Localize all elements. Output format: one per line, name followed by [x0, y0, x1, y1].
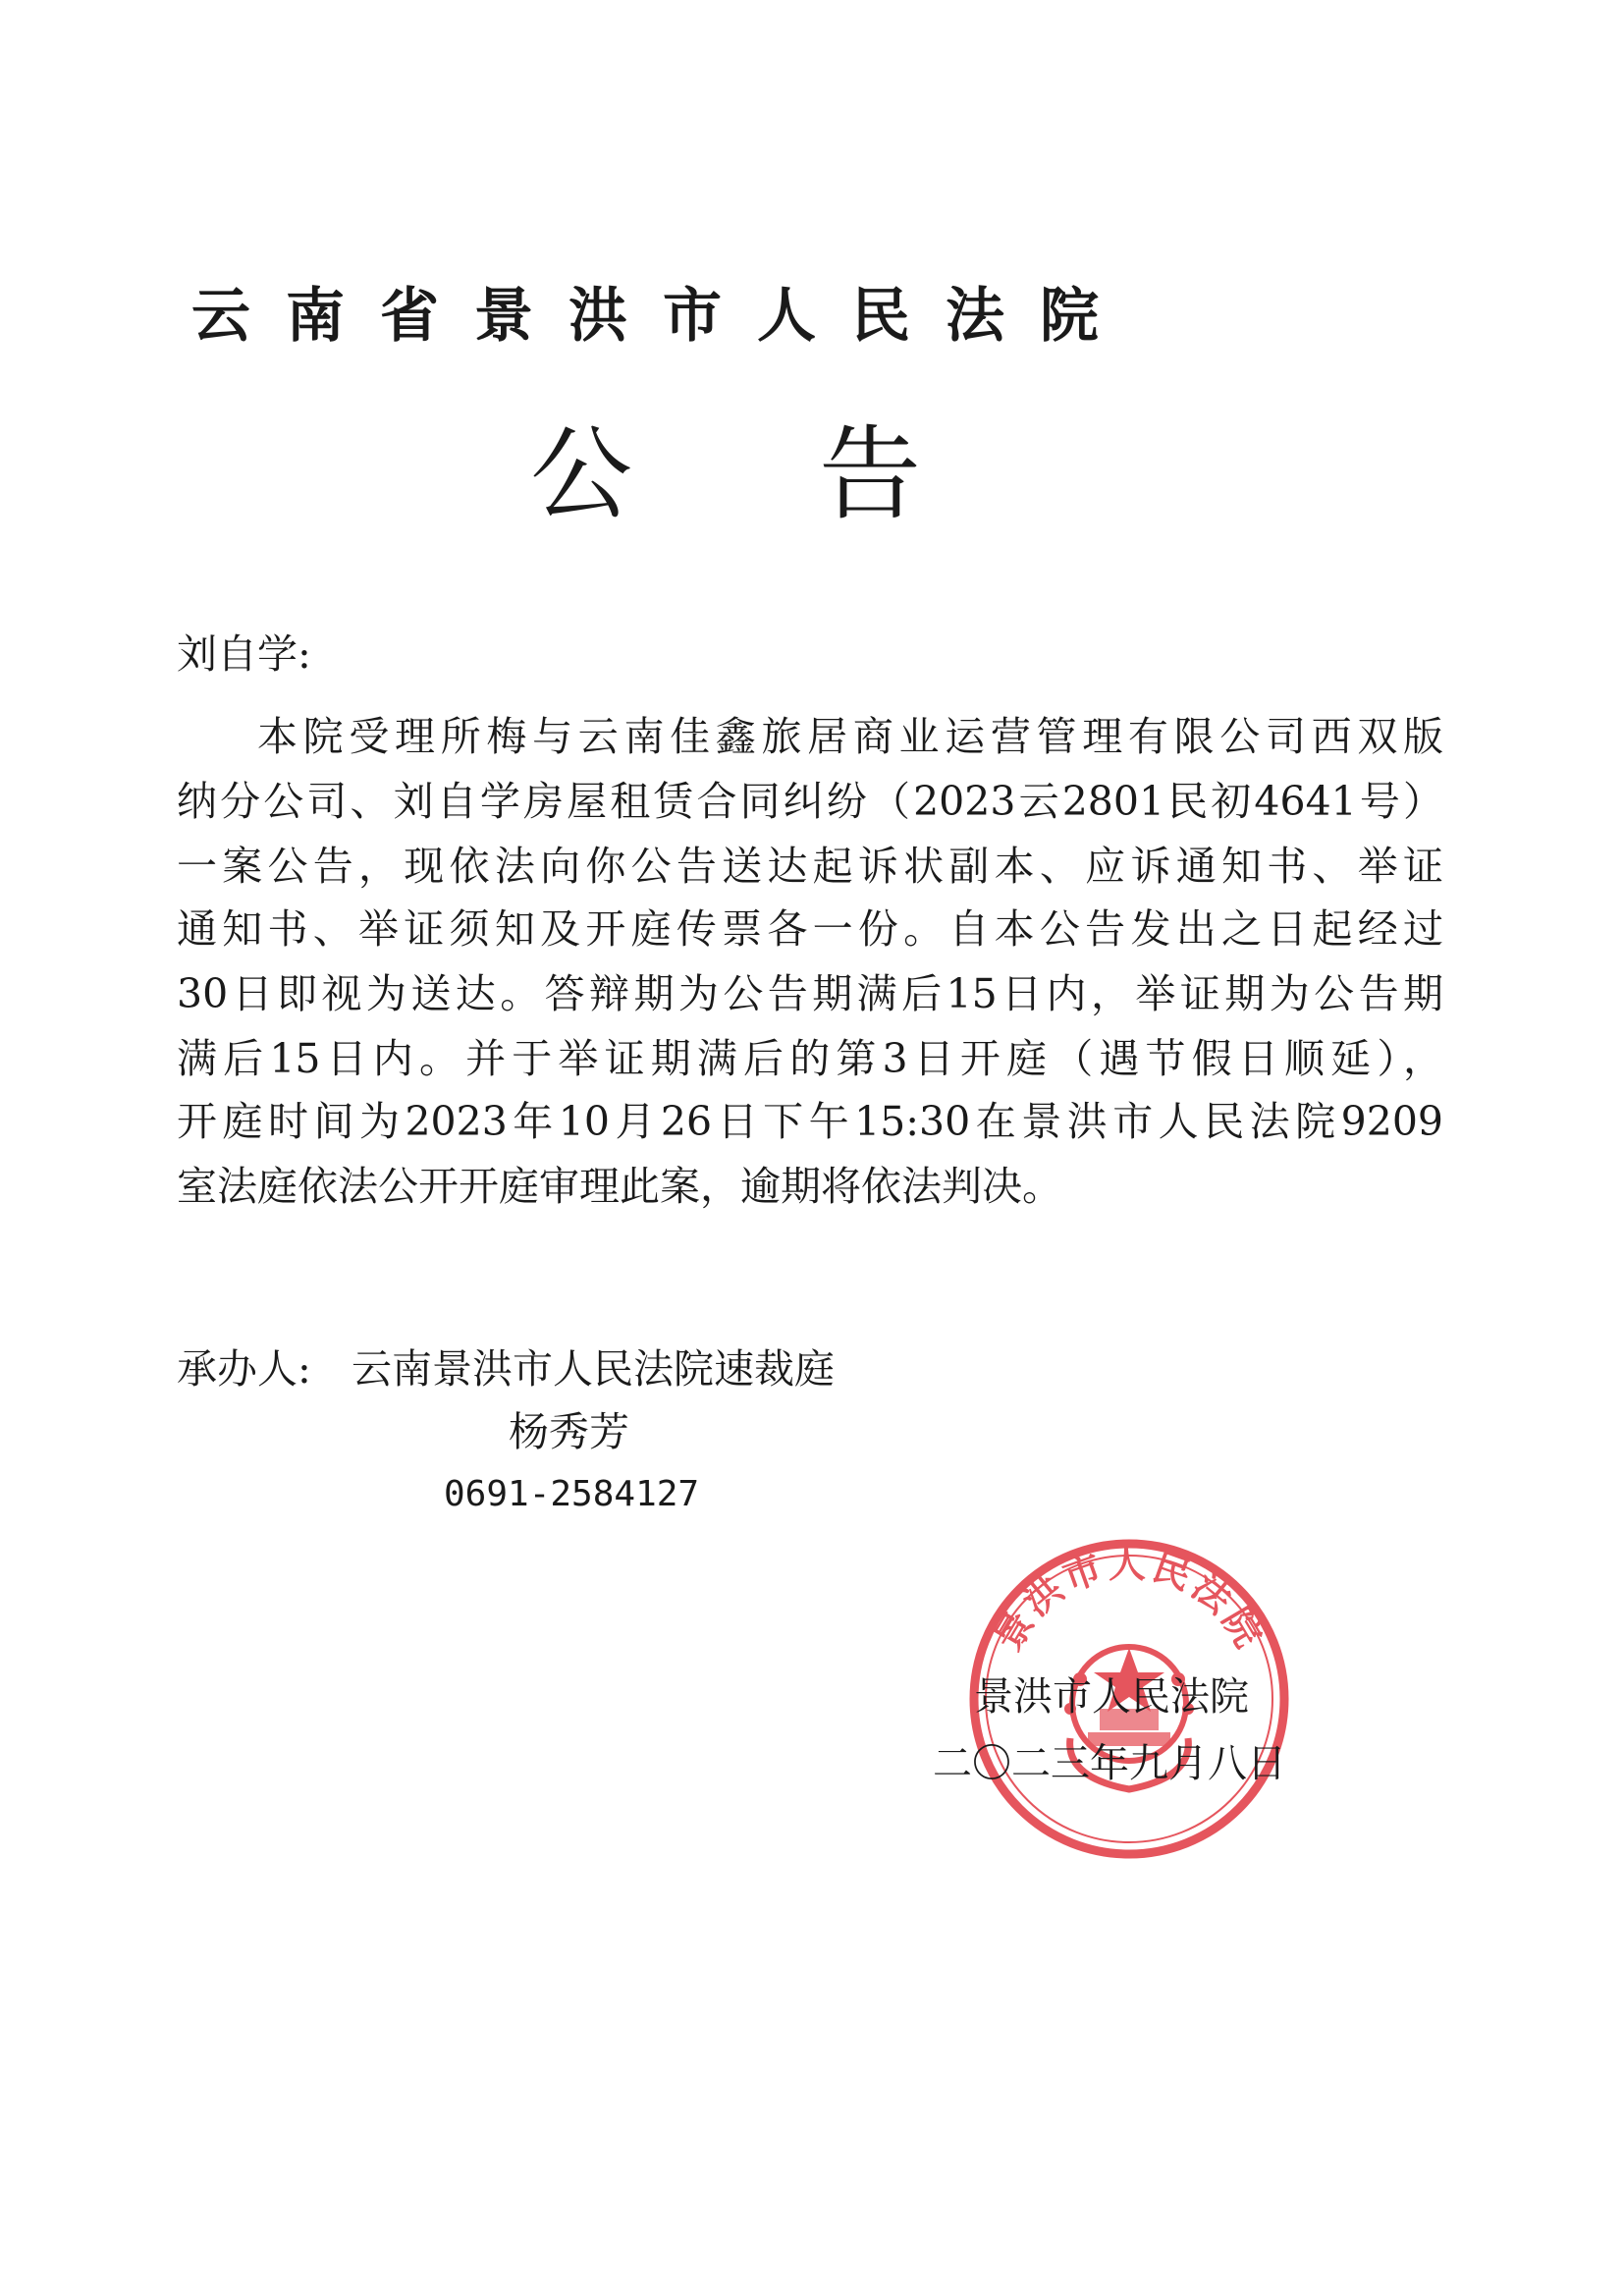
body-line: 满后15日内。并于举证期满后的第3日开庭（遇节假日顺延），	[177, 1035, 1443, 1082]
body-line: 纳分公司、刘自学房屋租赁合同纠纷（2023云2801民初4641号）	[177, 778, 1443, 825]
body-line: 一案公告，现依法向你公告送达起诉状副本、应诉通知书、举证	[177, 843, 1443, 890]
handler-name: 杨秀芳	[509, 1408, 629, 1455]
body-line: 开庭时间为2023年10月26日下午15:30在景洪市人民法院9209	[177, 1098, 1443, 1145]
handler-department: 云南景洪市人民法院速裁庭	[352, 1345, 835, 1393]
addressee: 刘自学:	[177, 630, 311, 678]
signature-court: 景洪市人民法院	[974, 1674, 1249, 1720]
signature-date: 二〇二三年九月八日	[933, 1741, 1286, 1786]
body-line: 通知书、举证须知及开庭传票各一份。自本公告发出之日起经过	[177, 905, 1443, 953]
body-line: 本院受理所梅与云南佳鑫旅居商业运营管理有限公司西双版	[257, 713, 1443, 760]
svg-text:景洪市人民法院	[986, 1543, 1271, 1658]
handler-label: 承办人:	[177, 1345, 311, 1393]
body-line: 30日即视为送达。答辩期为公告期满后15日内，举证期为公告期	[177, 970, 1443, 1017]
body-line: 室法庭依法公开开庭审理此案，逾期将依法判决。	[177, 1163, 1062, 1210]
notice-title: 公告	[530, 414, 1109, 534]
court-name-heading: 云南省景洪市人民法院	[191, 282, 1134, 351]
handler-phone: 0691-2584127	[444, 1474, 700, 1514]
seal-ring-text: 景洪市人民法院	[986, 1542, 1272, 1659]
